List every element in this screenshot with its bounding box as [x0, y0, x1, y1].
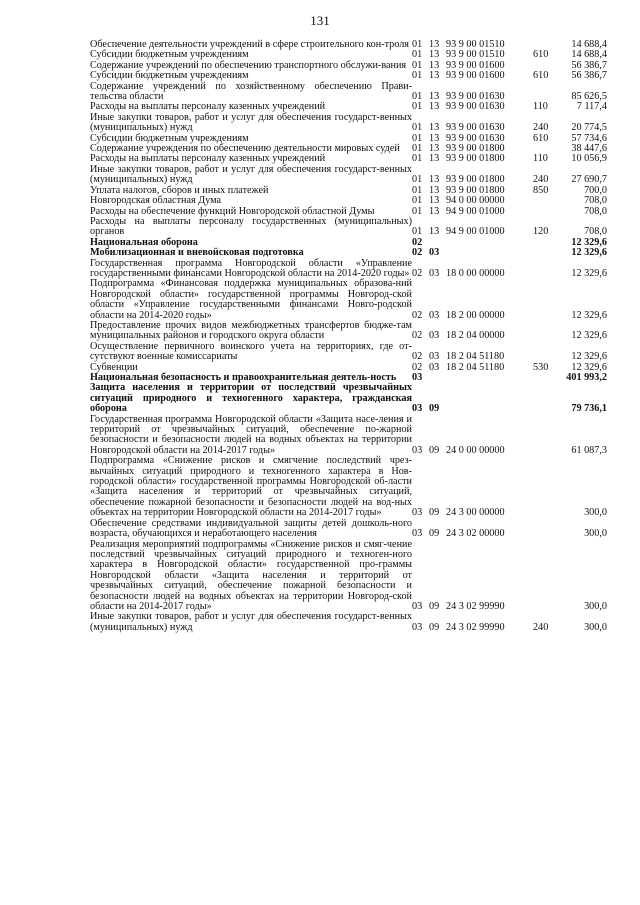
row-target-article: 93 9 00 01600 [446, 59, 505, 71]
row-amount: 12 329,6 [571, 309, 607, 321]
row-amount: 27 690,7 [571, 174, 607, 186]
row-expense-type: 240 [533, 122, 549, 134]
row-target-article: 18 2 04 51180 [446, 361, 505, 373]
row-expense-type [533, 82, 555, 103]
row-target-article: 94 9 00 01000 [446, 226, 505, 238]
table-row [90, 259, 607, 280]
row-amount: 12 329,6 [571, 236, 607, 248]
row-section: 01 [412, 132, 423, 144]
row-section: 02 [412, 267, 423, 279]
row-target-article: 24 3 02 99990 [446, 600, 505, 612]
row-subsection: 13 [429, 184, 440, 196]
row-target-article: 94 0 00 00000 [446, 195, 505, 207]
row-amount: 300,0 [584, 600, 607, 612]
row-target-article [446, 373, 533, 383]
row-name: Государственная программа Новгородской области «Управление государственными финансами Новгородской области на 2014-2020 годы» [90, 257, 412, 279]
row-amount: 57 734,6 [571, 132, 607, 144]
row-subsection: 09 [429, 403, 440, 415]
budget-table-body [90, 40, 607, 633]
row-amount: 12 329,6 [571, 361, 607, 373]
row-section: 02 [412, 247, 423, 259]
row-subsection: 09 [429, 507, 440, 519]
row-subsection: 13 [429, 91, 440, 103]
row-subsection: 13 [429, 195, 440, 207]
row-expense-type [533, 540, 555, 613]
row-section: 02 [412, 351, 423, 363]
budget-table [90, 40, 607, 633]
row-amount: 708,0 [584, 195, 607, 207]
row-expense-type: 530 [533, 361, 549, 373]
row-amount: 12 329,6 [571, 351, 607, 363]
row-amount: 85 626,5 [571, 91, 607, 103]
table-row [90, 612, 607, 633]
row-target-article: 24 3 02 00000 [446, 528, 505, 540]
row-expense-type: 240 [533, 174, 549, 186]
row-expense-type [533, 259, 555, 280]
row-amount: 300,0 [584, 621, 607, 633]
row-amount: 700,0 [584, 184, 607, 196]
row-amount: 56 386,7 [571, 70, 607, 82]
row-name: Подпрограмма «Финансовая поддержка муниципальных образова-ний Новгородской области» государственной программы Новгород-ской области «Управление государственными финансами Новго-родской области на 2014-2020 годы» [90, 278, 412, 321]
row-section: 01 [412, 122, 423, 134]
row-expense-type [533, 342, 555, 363]
row-target-article [446, 238, 533, 248]
table-row [90, 456, 607, 518]
row-expense-type [533, 519, 555, 540]
row-name: Уплата налогов, сборов и иных платежей [90, 184, 269, 196]
row-name: Обеспечение деятельности учреждений в сфере строительного кон-троля [90, 39, 409, 50]
row-section: 03 [412, 600, 423, 612]
row-name: Расходы на выплаты персоналу государственных (муниципальных) органов [90, 215, 412, 238]
row-expense-type [533, 373, 555, 383]
table-row [90, 519, 607, 540]
row-target-article: 93 9 00 01600 [446, 70, 505, 82]
row-expense-type [533, 279, 555, 321]
row-amount: 12 329,6 [571, 247, 607, 259]
row-target-article: 93 9 00 01800 [446, 143, 505, 155]
row-expense-type: 610 [533, 132, 549, 144]
row-name: Иные закупки товаров, работ и услуг для обеспечения государст-венных (муниципальных) нужд [90, 111, 412, 134]
row-subsection: 13 [429, 205, 440, 217]
row-section: 03 [412, 444, 423, 456]
row-expense-type [533, 415, 555, 457]
row-section: 01 [412, 101, 423, 113]
row-name: Расходы на выплаты персоналу казенных учреждений [90, 153, 326, 165]
row-name: Субсидии бюджетным учреждениям [90, 132, 249, 144]
row-amount: 708,0 [584, 226, 607, 238]
row-target-article [446, 383, 533, 414]
row-subsection: 09 [429, 621, 440, 633]
row-subsection: 13 [429, 132, 440, 144]
row-subsection: 13 [429, 226, 440, 238]
row-name: Подпрограмма «Снижение рисков и смягчение последствий чрез-вычайных ситуаций природного и техногенного характера в Нов-городской области» государственной программы Новгородской об-ласти «Защита населения и территорий от чрезвычайных ситуаций, обеспечение пожарной безопасности и безопасности людей на вод-ных объектах на территории Новгородской области на 2014-2017 годы» [90, 455, 412, 519]
row-expense-type [533, 248, 555, 258]
row-section: 03 [412, 372, 423, 383]
row-section: 01 [412, 70, 423, 82]
table-row [90, 540, 607, 613]
row-section: 03 [412, 528, 423, 540]
table-row [90, 82, 607, 103]
row-target-article: 18 2 04 51180 [446, 351, 505, 363]
row-subsection: 13 [429, 39, 440, 50]
row-section: 03 [412, 621, 423, 633]
row-name: Государственная программа Новгородской области «Защита насе-ления и территорий от чрезвычайных ситуаций, обеспечение по-жарной безопасности и безопасности людей на водных объектах на территории Новгородской области на 2014-2017 годы» [90, 413, 412, 456]
row-target-article: 24 3 02 99990 [446, 621, 505, 633]
row-expense-type: 850 [533, 184, 549, 196]
row-target-article: 93 9 00 01800 [446, 184, 505, 196]
row-subsection: 13 [429, 153, 440, 165]
row-section: 01 [412, 91, 423, 103]
row-name: Обеспечение средствами индивидуальной защиты детей дошколь-ного возраста, обучающихся и неработающего населения [90, 517, 412, 540]
table-row [90, 321, 607, 342]
row-section: 01 [412, 226, 423, 238]
row-expense-type [533, 238, 555, 248]
row-section: 01 [412, 143, 423, 155]
row-name: Защита населения и территории от последствий чрезвычайных ситуаций природного и техногенного характера, гражданская оборона [90, 382, 412, 415]
row-amount: 14 688,4 [571, 49, 607, 61]
row-target-article: 93 9 00 01510 [446, 49, 505, 61]
table-row [90, 383, 607, 414]
row-name: Субсидии бюджетным учреждениям [90, 49, 249, 61]
row-subsection: 13 [429, 174, 440, 186]
row-section: 02 [412, 236, 423, 248]
row-expense-type [533, 207, 555, 217]
row-section: 03 [412, 507, 423, 519]
row-expense-type: 120 [533, 226, 549, 238]
row-subsection: 03 [429, 309, 440, 321]
row-amount: 300,0 [584, 528, 607, 540]
row-expense-type: 110 [533, 153, 548, 165]
row-amount: 20 774,5 [571, 122, 607, 134]
table-row [90, 279, 607, 321]
table-row [90, 113, 607, 134]
row-target-article: 18 2 00 00000 [446, 309, 505, 321]
row-name: Субсидии бюджетным учреждениям [90, 70, 249, 82]
row-section: 01 [412, 49, 423, 61]
row-target-article: 93 9 00 01510 [446, 39, 505, 50]
row-target-article: 18 2 04 00000 [446, 330, 505, 342]
row-section: 02 [412, 330, 423, 342]
row-subsection: 03 [429, 330, 440, 342]
row-name: Мобилизационная и вневойсковая подготовка [90, 247, 304, 259]
row-subsection: 13 [429, 49, 440, 61]
page-number: 131 [310, 13, 330, 28]
row-name: Реализация мероприятий подпрограммы «Снижение рисков и смяг-чение последствий чрезвычайных ситуаций природного и техноген-ного характера в Новгородской области» государственной про-граммы Новгородской области «Защита населения и территорий от чрезвычайных ситуаций, обеспечение пожарной безопасности и безопасности людей на водных объектах на территории Новгород-ской области на 2014-2017 годы» [90, 538, 412, 612]
row-target-article: 93 9 00 01630 [446, 101, 505, 113]
row-target-article: 24 0 00 00000 [446, 444, 505, 456]
row-name: Содержание учреждений по хозяйственному обеспечению Прави-тельства области [90, 80, 412, 103]
row-name: Иные закупки товаров, работ и услуг для обеспечения государст-венных (муниципальных) нужд [90, 163, 412, 186]
row-expense-type [533, 196, 555, 206]
row-section: 01 [412, 59, 423, 71]
row-section: 01 [412, 153, 423, 165]
row-target-article: 93 9 00 01630 [446, 122, 505, 134]
row-subsection: 13 [429, 143, 440, 155]
row-amount: 10 056,9 [571, 153, 607, 165]
row-amount: 56 386,7 [571, 59, 607, 71]
row-expense-type: 610 [533, 49, 549, 61]
row-subsection: 09 [429, 528, 440, 540]
row-expense-type: 240 [533, 621, 549, 633]
row-name: Содержание учреждений по обеспечению транспортного обслужи-вания [90, 59, 407, 71]
row-section: 02 [412, 309, 423, 321]
row-amount: 61 087,3 [571, 444, 607, 456]
row-target-article: 93 9 00 01630 [446, 132, 505, 144]
row-subsection: 09 [429, 600, 440, 612]
row-section: 01 [412, 39, 423, 50]
row-subsection: 13 [429, 70, 440, 82]
row-subsection: 03 [429, 351, 440, 363]
table-row [90, 217, 607, 238]
row-amount: 401 993,2 [566, 372, 607, 383]
row-section: 01 [412, 205, 423, 217]
row-subsection: 13 [429, 122, 440, 134]
row-section: 01 [412, 184, 423, 196]
row-subsection: 13 [429, 101, 440, 113]
row-name: Национальная оборона [90, 236, 198, 248]
row-target-article [446, 248, 533, 258]
row-expense-type: 110 [533, 101, 548, 113]
table-row [90, 248, 607, 258]
row-name: Расходы на выплаты персоналу казенных учреждений [90, 101, 326, 113]
row-expense-type [533, 456, 555, 518]
row-subsection [429, 373, 446, 383]
row-name: Расходы на обеспечение функций Новгородской областной Думы [90, 205, 375, 217]
row-section: 01 [412, 174, 423, 186]
row-name: Осуществление первичного воинского учета на территориях, где от-сутствуют военные комиссариаты [90, 340, 412, 363]
row-target-article: 93 9 00 01800 [446, 153, 505, 165]
table-row [90, 165, 607, 186]
table-row [90, 342, 607, 363]
row-subsection: 03 [429, 247, 440, 259]
row-subsection: 13 [429, 59, 440, 71]
row-expense-type [533, 383, 555, 414]
row-section: 01 [412, 195, 423, 207]
row-subsection: 03 [429, 361, 440, 373]
row-expense-type: 610 [533, 70, 549, 82]
row-section: 03 [412, 403, 423, 415]
row-name: Новгородская областная Дума [90, 195, 222, 207]
row-amount: 708,0 [584, 205, 607, 217]
row-target-article: 24 3 00 00000 [446, 507, 505, 519]
row-amount: 7 117,4 [576, 101, 607, 113]
row-subsection: 09 [429, 444, 440, 456]
row-amount: 300,0 [584, 507, 607, 519]
row-name: Национальная безопасность и правоохранительная деятель-ность [90, 372, 397, 383]
table-row [90, 415, 607, 457]
row-name: Субвенции [90, 361, 138, 373]
row-target-article: 18 0 00 00000 [446, 267, 505, 279]
row-amount: 12 329,6 [571, 330, 607, 342]
row-amount: 12 329,6 [571, 267, 607, 279]
row-target-article: 93 9 00 01630 [446, 91, 505, 103]
row-subsection: 03 [429, 267, 440, 279]
row-amount: 79 736,1 [571, 403, 607, 415]
row-name: Иные закупки товаров, работ и услуг для обеспечения государст-венных (муниципальных) нужд [90, 611, 412, 633]
row-amount: 38 447,6 [571, 143, 607, 155]
row-section: 02 [412, 361, 423, 373]
row-target-article: 93 9 00 01800 [446, 174, 505, 186]
row-amount: 14 688,4 [571, 39, 607, 50]
table-row [90, 196, 607, 206]
row-target-article: 94 9 00 01000 [446, 205, 505, 217]
row-name: Содержание учреждения по обеспечению деятельности мировых судей [90, 143, 400, 155]
row-name: Предоставление прочих видов межбюджетных трансфертов бюдже-там муниципальных районов и городского округа области [90, 319, 412, 342]
row-expense-type [533, 321, 555, 342]
